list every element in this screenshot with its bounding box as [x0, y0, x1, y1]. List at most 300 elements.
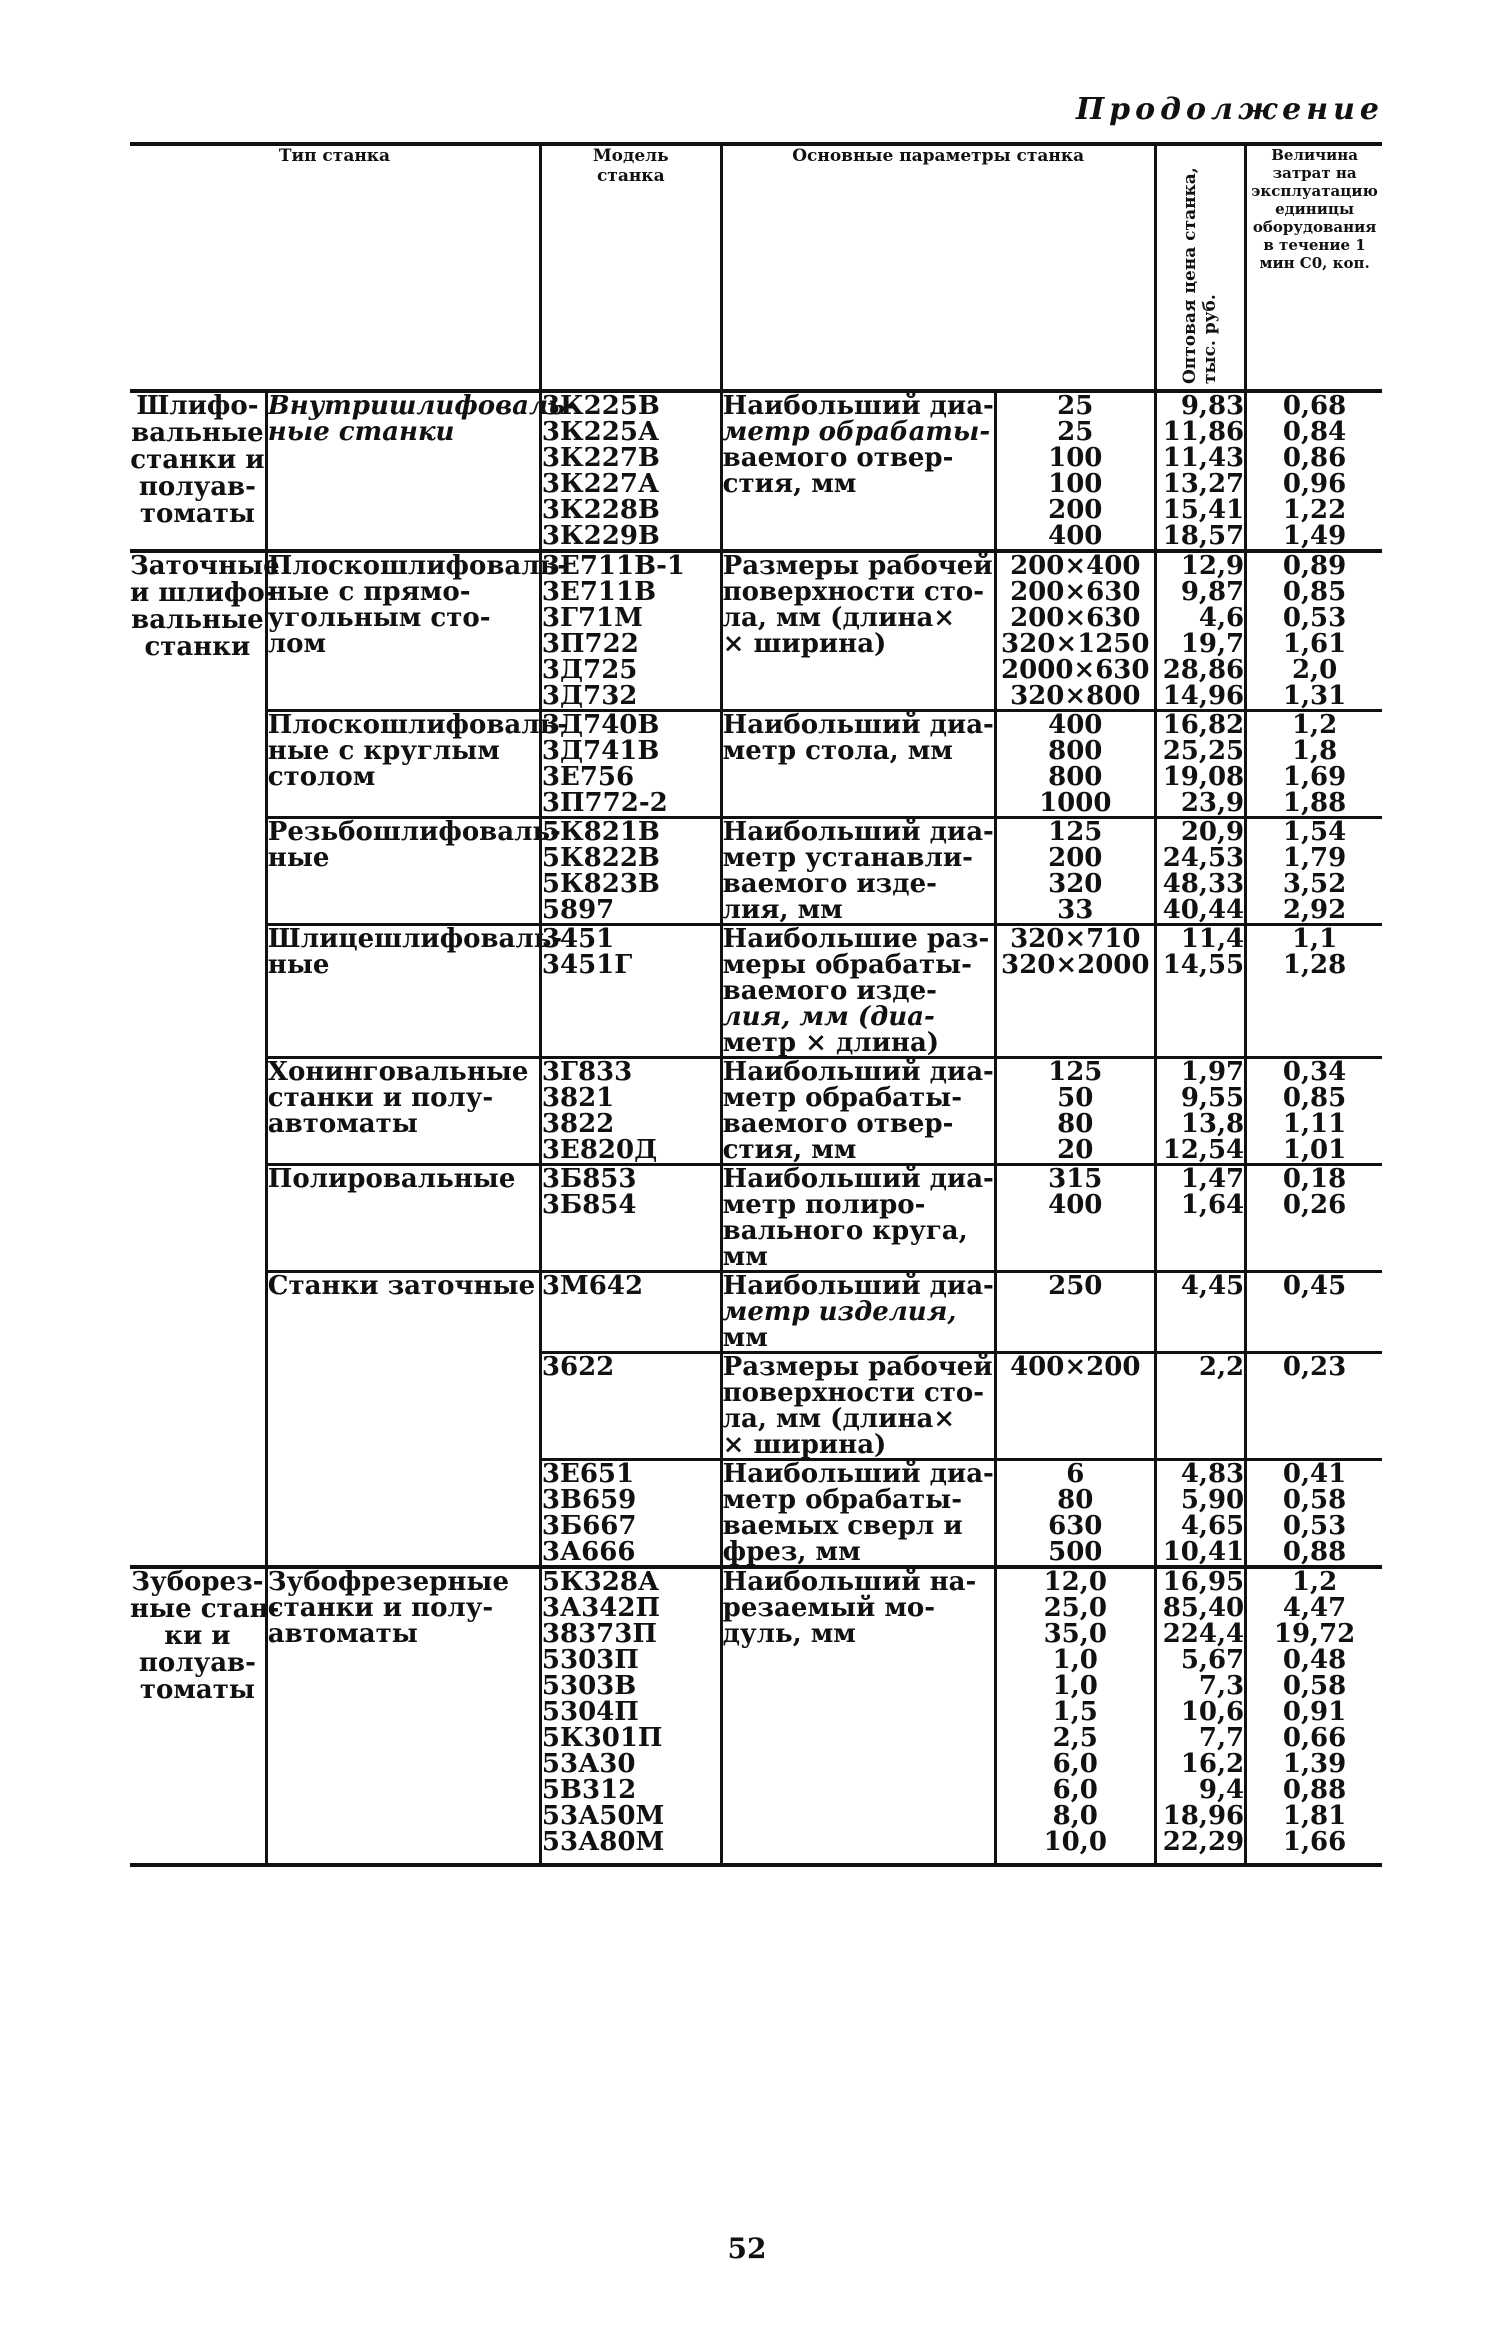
- cost-cell-line: 2,0: [1291, 655, 1338, 685]
- machine-group-line: полуав-: [138, 1648, 256, 1678]
- param-value-cell-line: 320×1250: [1001, 629, 1150, 659]
- param-cell: [721, 1272, 995, 1353]
- machine-subtype-line: Шлицешлифоваль-: [267, 924, 563, 954]
- price-cell-line: 1,47: [1180, 1164, 1245, 1194]
- machine-group-line: ки и: [164, 1621, 231, 1651]
- param-value-cell-line: 1,5: [1052, 1697, 1098, 1727]
- param-value-cell-line: 2000×630: [1001, 655, 1150, 685]
- param-cell-line: Наибольший диа-: [722, 1164, 994, 1194]
- cost-cell: [1246, 391, 1382, 551]
- cost-cell-line: 4,47: [1282, 1593, 1347, 1623]
- param-cell-line: мм: [722, 1323, 768, 1353]
- cost-cell-line: 0,45: [1282, 1271, 1347, 1301]
- cost-cell: [1246, 711, 1382, 818]
- model-cell: [540, 1272, 721, 1353]
- price-cell-line: 28,86: [1162, 655, 1245, 685]
- param-value-cell-line: 200: [1048, 495, 1103, 525]
- machine-subtype: [266, 1567, 540, 1865]
- price-cell-line: 224,4: [1162, 1619, 1245, 1649]
- param-value-cell-line: 12,0: [1043, 1567, 1107, 1597]
- cost-cell-line: 1,01: [1282, 1135, 1347, 1165]
- price-cell-line: 40,44: [1162, 895, 1245, 925]
- cost-cell-line: 1,31: [1282, 681, 1347, 711]
- param-cell: [721, 1460, 995, 1568]
- cost-cell-line: 0,84: [1282, 417, 1347, 447]
- cost-cell-line: 1,39: [1282, 1749, 1347, 1779]
- table-header-row: [130, 144, 1382, 391]
- param-value-cell-line: 400: [1048, 521, 1103, 551]
- cost-cell-line: 0,96: [1282, 469, 1347, 499]
- param-value-cell-line: 25: [1057, 391, 1094, 421]
- cost-cell-line: 0,34: [1282, 1057, 1347, 1087]
- cost-cell-line: 1,54: [1282, 817, 1347, 847]
- param-value-cell-line: 800: [1048, 736, 1103, 766]
- param-value-cell-line: 1000: [1039, 788, 1112, 818]
- param-value-cell-line: 35,0: [1043, 1619, 1107, 1649]
- param-value-cell-line: 200: [1048, 843, 1103, 873]
- param-value-cell: [995, 1272, 1155, 1353]
- param-cell-line: метр стола, мм: [722, 736, 953, 766]
- param-cell-line: поверхности сто-: [722, 1378, 985, 1408]
- cost-cell-line: 1,81: [1282, 1801, 1347, 1831]
- model-cell-line: 5В312: [541, 1775, 637, 1805]
- cost-cell-line: 0,86: [1282, 443, 1347, 473]
- price-cell-line: 5,90: [1180, 1485, 1245, 1515]
- cost-cell-line: 0,23: [1282, 1352, 1347, 1382]
- model-cell-line: 3А666: [541, 1537, 636, 1567]
- cost-cell: [1246, 1353, 1382, 1460]
- model-cell-line: 3К227А: [541, 469, 660, 499]
- model-cell-line: 3Д741В: [541, 736, 660, 766]
- machine-subtype-line: угольным сто-: [267, 603, 491, 633]
- cost-cell-line: 0,66: [1282, 1723, 1347, 1753]
- table-row: [130, 711, 1382, 818]
- model-cell-line: 3Д740В: [541, 710, 660, 740]
- param-value-cell: [995, 1165, 1155, 1272]
- model-cell-line: 5303П: [541, 1645, 639, 1675]
- param-cell-line: ла, мм (длина×: [722, 603, 956, 633]
- cost-cell-line: 1,49: [1282, 521, 1347, 551]
- price-cell-line: 4,83: [1180, 1459, 1245, 1489]
- machine-subtype-line: Резьбошлифоваль-: [267, 817, 561, 847]
- param-cell-line: × ширина): [722, 1430, 887, 1460]
- param-cell-line: ваемых сверл и: [722, 1511, 963, 1541]
- param-cell-line: стия, мм: [722, 469, 857, 499]
- param-value-cell-line: 80: [1057, 1109, 1094, 1139]
- price-cell: [1155, 711, 1245, 818]
- cost-cell-line: 0,91: [1282, 1697, 1347, 1727]
- model-cell: [540, 1165, 721, 1272]
- param-value-cell-line: 400×200: [1010, 1352, 1141, 1382]
- param-value-cell-line: 320: [1048, 869, 1103, 899]
- machine-group-line: Шлифо-: [136, 391, 259, 421]
- header-model: Модель станка: [540, 144, 721, 391]
- param-value-cell-line: 250: [1048, 1271, 1103, 1301]
- machine-subtype-line: станки и полу-: [267, 1593, 494, 1623]
- header-price: [1155, 144, 1245, 391]
- model-cell: [540, 1567, 721, 1865]
- model-cell-line: 3М642: [541, 1271, 644, 1301]
- machine-subtype: [266, 551, 569, 711]
- param-cell-line: дуль, мм: [722, 1619, 856, 1649]
- param-cell-line: Наибольший диа-: [722, 1057, 994, 1087]
- machine-subtype-line: ные станки: [267, 417, 455, 447]
- param-value-cell-line: 10,0: [1043, 1827, 1107, 1857]
- price-cell-line: 1,64: [1180, 1190, 1245, 1220]
- model-cell-line: 3П772-2: [541, 788, 668, 818]
- model-cell-line: 3К228В: [541, 495, 660, 525]
- model-cell-line: 3Е651: [541, 1459, 635, 1489]
- param-cell-line: вального круга,: [722, 1216, 968, 1246]
- price-cell-line: 24,53: [1162, 843, 1245, 873]
- table-row: [130, 551, 1382, 711]
- model-cell-line: 3Е711В: [541, 577, 657, 607]
- param-cell-line: × ширина): [722, 629, 887, 659]
- table-row: [130, 1272, 1382, 1353]
- param-value-cell-line: 8,0: [1052, 1801, 1098, 1831]
- price-cell-line: 9,4: [1198, 1775, 1245, 1805]
- price-cell-line: 9,83: [1180, 391, 1245, 421]
- model-cell-line: 3822: [541, 1109, 615, 1139]
- param-cell: [721, 1353, 995, 1460]
- header-cost: Величина затрат на эксплуатацию единицы оборудования в течение 1 мин C0, коп.: [1246, 144, 1382, 391]
- model-cell: [540, 818, 721, 925]
- model-cell: [540, 1353, 721, 1460]
- machine-group-line: вальные: [131, 605, 264, 635]
- cost-cell-line: 1,88: [1282, 788, 1347, 818]
- machine-group-line: ные стан-: [130, 1594, 280, 1624]
- param-value-cell-line: 320×2000: [1001, 950, 1150, 980]
- param-cell-line: метр полиро-: [722, 1190, 926, 1220]
- price-cell-line: 4,6: [1198, 603, 1245, 633]
- cost-cell-line: 1,66: [1282, 1827, 1347, 1857]
- cost-cell: [1246, 1567, 1382, 1865]
- cost-cell: [1246, 925, 1382, 1058]
- model-cell: [540, 1460, 721, 1568]
- cost-cell-line: 0,48: [1282, 1645, 1347, 1675]
- machine-group-line: станки: [144, 632, 251, 662]
- machine-subtype: [266, 710, 569, 818]
- param-value-cell: [995, 1353, 1155, 1460]
- price-cell-line: 14,55: [1162, 950, 1245, 980]
- model-cell-line: 53А80М: [541, 1827, 665, 1857]
- machine-subtype-line: Плоскошлифоваль-: [267, 710, 569, 740]
- param-value-cell-line: 6,0: [1052, 1775, 1098, 1805]
- cost-cell: [1246, 818, 1382, 925]
- price-cell-line: 19,7: [1180, 629, 1245, 659]
- model-cell-line: 5К823В: [541, 869, 660, 899]
- param-value-cell-line: 33: [1057, 895, 1094, 925]
- param-value-cell-line: 200×630: [1010, 603, 1141, 633]
- cost-cell-line: 0,89: [1282, 551, 1347, 581]
- param-cell-line: Размеры рабочей: [722, 1352, 993, 1382]
- param-value-cell: [995, 1567, 1155, 1865]
- param-value-cell-line: 320×800: [1010, 681, 1141, 711]
- param-cell: [721, 391, 995, 551]
- price-cell-line: 4,65: [1180, 1511, 1245, 1541]
- price-cell: [1155, 391, 1245, 551]
- price-cell-line: 25,25: [1162, 736, 1245, 766]
- machine-group: [130, 391, 266, 551]
- model-cell-line: 5304П: [541, 1697, 639, 1727]
- machine-group-line: Заточные: [130, 551, 280, 581]
- price-cell: [1155, 1353, 1245, 1460]
- param-cell-line: меры обрабаты-: [722, 950, 972, 980]
- price-cell-line: 1,97: [1180, 1057, 1245, 1087]
- price-cell-line: 12,9: [1180, 551, 1245, 581]
- model-cell-line: 3В659: [541, 1485, 637, 1515]
- price-cell-line: 9,87: [1180, 577, 1245, 607]
- param-value-cell-line: 100: [1048, 469, 1103, 499]
- param-value-cell-line: 6,0: [1052, 1749, 1098, 1779]
- param-value-cell: [995, 391, 1155, 551]
- cost-cell: [1246, 1058, 1382, 1165]
- param-value-cell-line: 50: [1057, 1083, 1094, 1113]
- table-row: [130, 1058, 1382, 1165]
- param-cell-line: метр × длина): [722, 1028, 940, 1058]
- price-cell-line: 10,41: [1162, 1537, 1245, 1567]
- param-value-cell-line: 200×630: [1010, 577, 1141, 607]
- param-value-cell-line: 125: [1048, 817, 1103, 847]
- cost-cell-line: 1,2: [1291, 710, 1338, 740]
- param-cell-line: ваемого отвер-: [722, 1109, 954, 1139]
- param-cell-line: ваемого изде-: [722, 976, 937, 1006]
- machine-group-line: вальные: [131, 418, 264, 448]
- param-value-cell-line: 630: [1048, 1511, 1103, 1541]
- param-value-cell-line: 200×400: [1010, 551, 1141, 581]
- param-value-cell: [995, 711, 1155, 818]
- param-value-cell-line: 1,0: [1052, 1671, 1098, 1701]
- model-cell: [540, 711, 721, 818]
- price-cell: [1155, 551, 1245, 711]
- table-row: [130, 1567, 1382, 1865]
- cost-cell: [1246, 1272, 1382, 1353]
- param-cell: [721, 818, 995, 925]
- model-cell-line: 3Е711В-1: [541, 551, 685, 581]
- cost-cell-line: 3,52: [1282, 869, 1347, 899]
- param-value-cell-line: 2,5: [1052, 1723, 1098, 1753]
- header-price-text: Оптовая цена станка, тыс. руб.: [1180, 167, 1221, 384]
- model-cell-line: 3Б667: [541, 1511, 637, 1541]
- model-cell-line: 3451Г: [541, 950, 633, 980]
- cost-cell-line: 1,69: [1282, 762, 1347, 792]
- machine-subtype: [266, 391, 577, 551]
- price-cell-line: 18,57: [1162, 521, 1245, 551]
- machine-subtype-line: ные с прямо-: [267, 577, 471, 607]
- machine-group-line: томаты: [139, 499, 255, 529]
- cost-cell-line: 0,68: [1282, 391, 1347, 421]
- param-cell-line: стия, мм: [722, 1135, 857, 1165]
- cost-cell-line: 0,26: [1282, 1190, 1347, 1220]
- cost-cell: [1246, 1165, 1382, 1272]
- cost-cell-line: 1,2: [1291, 1567, 1338, 1597]
- machine-group-line: томаты: [139, 1675, 255, 1705]
- price-cell-line: 13,27: [1162, 469, 1245, 499]
- param-cell: [721, 711, 995, 818]
- cost-cell-line: 1,79: [1282, 843, 1347, 873]
- model-cell-line: 3Е756: [541, 762, 635, 792]
- param-value-cell: [995, 1058, 1155, 1165]
- model-cell-line: 5303В: [541, 1671, 637, 1701]
- machine-group: [130, 551, 280, 1567]
- machine-group-line: и шлифо-: [130, 578, 276, 608]
- price-cell-line: 7,3: [1198, 1671, 1245, 1701]
- machine-subtype-line: автоматы: [267, 1619, 418, 1649]
- model-cell-line: 3451: [541, 924, 615, 954]
- model-cell-line: 3К229В: [541, 521, 660, 551]
- model-cell-line: 3622: [541, 1352, 615, 1382]
- price-cell: [1155, 1272, 1245, 1353]
- model-cell-line: 5К301П: [541, 1723, 663, 1753]
- param-value-cell: [995, 551, 1155, 711]
- machine-group: [130, 1567, 280, 1865]
- model-cell-line: 53А30: [541, 1749, 636, 1779]
- param-cell-line: поверхности сто-: [722, 577, 985, 607]
- price-cell-line: 19,08: [1162, 762, 1245, 792]
- param-cell-line: метр обрабаты-: [722, 417, 991, 447]
- cost-cell-line: 0,58: [1282, 1485, 1347, 1515]
- param-cell-line: резаемый мо-: [722, 1593, 936, 1623]
- machine-subtype-line: станки и полу-: [267, 1083, 494, 1113]
- param-value-cell: [995, 925, 1155, 1058]
- param-cell-line: ла, мм (длина×: [722, 1404, 956, 1434]
- model-cell-line: 3Г71М: [541, 603, 643, 633]
- model-cell-line: 38373П: [541, 1619, 657, 1649]
- table-row: [130, 1165, 1382, 1272]
- cost-cell-line: 1,1: [1291, 924, 1338, 954]
- machine-subtype-line: Станки заточные: [267, 1271, 536, 1301]
- model-cell: [540, 1058, 721, 1165]
- param-cell-line: Наибольший диа-: [722, 817, 994, 847]
- machine-cost-table: [130, 142, 1382, 1867]
- param-cell-line: фрез, мм: [722, 1537, 861, 1567]
- table-row: [130, 818, 1382, 925]
- param-cell-line: метр изделия,: [722, 1297, 957, 1327]
- price-cell-line: 13,8: [1180, 1109, 1245, 1139]
- machine-subtype-line: ные с круглым: [267, 736, 500, 766]
- cost-cell-line: 0,85: [1282, 1083, 1347, 1113]
- cost-cell-line: 0,88: [1282, 1537, 1347, 1567]
- param-cell: [721, 925, 995, 1058]
- model-cell-line: 3К227В: [541, 443, 660, 473]
- price-cell-line: 20,9: [1180, 817, 1245, 847]
- param-cell-line: лия, мм (диа-: [722, 1002, 935, 1032]
- price-cell-line: 11,4: [1180, 924, 1245, 954]
- price-cell-line: 85,40: [1162, 1593, 1245, 1623]
- page-number: 52: [727, 2232, 767, 2265]
- cost-cell-line: 1,11: [1282, 1109, 1347, 1139]
- machine-subtype-line: ные: [267, 843, 330, 873]
- model-cell: [540, 551, 721, 711]
- price-cell-line: 15,41: [1162, 495, 1245, 525]
- param-cell-line: Наибольшие раз-: [722, 924, 990, 954]
- price-cell-line: 48,33: [1162, 869, 1245, 899]
- price-cell-line: 16,2: [1180, 1749, 1245, 1779]
- machine-subtype-line: лом: [267, 629, 327, 659]
- price-cell-line: 4,45: [1180, 1271, 1245, 1301]
- model-cell-line: 3К225В: [541, 391, 660, 421]
- price-cell: [1155, 925, 1245, 1058]
- param-value-cell-line: 315: [1048, 1164, 1103, 1194]
- param-cell-line: Наибольший диа-: [722, 1271, 994, 1301]
- cost-cell-line: 1,8: [1291, 736, 1338, 766]
- param-value-cell-line: 400: [1048, 1190, 1103, 1220]
- model-cell-line: 3К225А: [541, 417, 660, 447]
- cost-cell-line: 0,53: [1282, 603, 1347, 633]
- param-value-cell-line: 20: [1057, 1135, 1094, 1165]
- price-cell-line: 16,95: [1162, 1567, 1245, 1597]
- machine-subtype-line: Внутришлифоваль-: [267, 391, 577, 421]
- machine-group-line: Зуборез-: [131, 1567, 264, 1597]
- continuation-label: Продолжение: [1075, 92, 1384, 127]
- param-value-cell-line: 125: [1048, 1057, 1103, 1087]
- param-value-cell: [995, 1460, 1155, 1568]
- price-cell-line: 2,2: [1198, 1352, 1245, 1382]
- cost-cell-line: 0,58: [1282, 1671, 1347, 1701]
- cost-cell-line: 0,53: [1282, 1511, 1347, 1541]
- param-value-cell-line: 1,0: [1052, 1645, 1098, 1675]
- cost-cell-line: 19,72: [1273, 1619, 1356, 1649]
- machine-subtype-line: столом: [267, 762, 376, 792]
- price-cell: [1155, 1058, 1245, 1165]
- price-cell-line: 10,6: [1180, 1697, 1245, 1727]
- param-value-cell-line: 100: [1048, 443, 1103, 473]
- machine-subtype-line: автоматы: [267, 1109, 418, 1139]
- price-cell: [1155, 818, 1245, 925]
- model-cell-line: 5К821В: [541, 817, 660, 847]
- param-cell-line: Наибольший диа-: [722, 391, 994, 421]
- param-cell-line: метр обрабаты-: [722, 1083, 962, 1113]
- machine-subtype-line: ные: [267, 950, 330, 980]
- price-cell-line: 23,9: [1180, 788, 1245, 818]
- price-cell: [1155, 1460, 1245, 1568]
- param-cell-line: метр устанавли-: [722, 843, 973, 873]
- machine-subtype: [266, 924, 563, 1058]
- param-cell: [721, 1567, 995, 1865]
- param-value-cell-line: 400: [1048, 710, 1103, 740]
- model-cell-line: 3Д732: [541, 681, 638, 711]
- machine-group-line: полуав-: [138, 472, 256, 502]
- param-cell-line: Наибольший диа-: [722, 1459, 994, 1489]
- param-cell: [721, 1058, 995, 1165]
- model-cell-line: 3Б853: [541, 1164, 637, 1194]
- param-cell-line: ваемого изде-: [722, 869, 937, 899]
- param-cell: [721, 551, 995, 711]
- cost-cell-line: 0,18: [1282, 1164, 1347, 1194]
- table-row: [130, 925, 1382, 1058]
- price-cell-line: 11,43: [1162, 443, 1245, 473]
- machine-subtype-line: Полировальные: [267, 1164, 516, 1194]
- machine-subtype: [266, 1058, 540, 1165]
- machine-group-line: станки и: [130, 445, 265, 475]
- cost-cell-line: 0,88: [1282, 1775, 1347, 1805]
- model-cell-line: 3П722: [541, 629, 639, 659]
- model-cell-line: 3Г833: [541, 1057, 633, 1087]
- model-cell-line: 3Д725: [541, 655, 638, 685]
- cost-cell-line: 1,28: [1282, 950, 1347, 980]
- param-value-cell-line: 320×710: [1010, 924, 1141, 954]
- cost-cell-line: 0,41: [1282, 1459, 1347, 1489]
- model-cell-line: 5К328А: [541, 1567, 660, 1597]
- param-value-cell-line: 500: [1048, 1537, 1103, 1567]
- machine-subtype-line: Зубофрезерные: [267, 1567, 509, 1597]
- param-cell: [721, 1165, 995, 1272]
- param-value-cell-line: 25,0: [1043, 1593, 1107, 1623]
- price-cell-line: 16,82: [1162, 710, 1245, 740]
- model-cell-line: 5К822В: [541, 843, 660, 873]
- param-value-cell: [995, 818, 1155, 925]
- price-cell: [1155, 1567, 1245, 1865]
